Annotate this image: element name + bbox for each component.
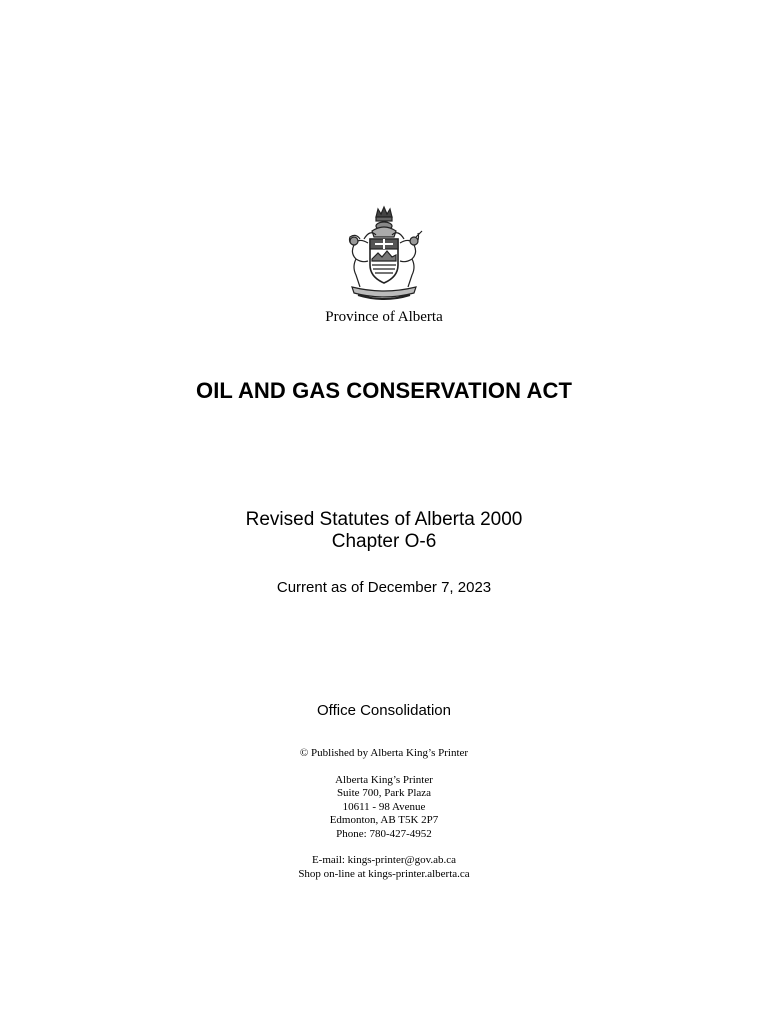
published-by: © Published by Alberta King’s Printer	[299, 747, 469, 759]
address-line: Edmonton, AB T5K 2P7	[329, 814, 439, 826]
province-name: Province of Alberta	[325, 309, 443, 325]
address-line: Suite 700, Park Plaza	[336, 787, 432, 799]
email-line: E-mail: kings-printer@gov.ab.ca	[311, 854, 457, 866]
shop-line: Shop on-line at kings-printer.alberta.ca	[298, 867, 470, 880]
current-as-of-date: Current as of December 7, 2023	[276, 579, 492, 596]
statute-line-1: Revised Statutes of Alberta 2000	[245, 509, 523, 530]
alberta-coat-of-arms-icon	[334, 203, 434, 303]
address-line: 10611 - 98 Avenue	[342, 800, 426, 813]
statute-chapter: Chapter O-6	[331, 531, 437, 552]
publisher-info	[0, 747, 768, 881]
publisher-contact	[0, 854, 768, 881]
act-title: OIL AND GAS CONSERVATION ACT	[195, 378, 572, 403]
address-line: Alberta King’s Printer	[335, 773, 433, 786]
consolidation-label: Office Consolidation	[317, 702, 451, 719]
statute-reference	[0, 509, 768, 553]
publisher-address	[0, 774, 768, 842]
address-line: Phone: 780-427-4952	[336, 827, 432, 840]
